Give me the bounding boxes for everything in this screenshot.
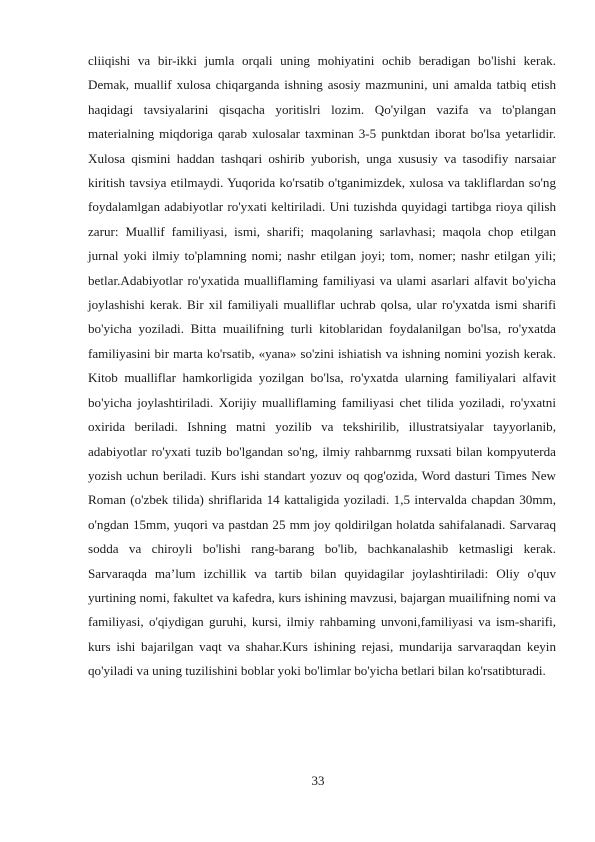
page-number: 33 xyxy=(311,773,325,788)
body-paragraph: cliiqishi va bir-ikki jumla orqali uning mohiyatini ochib beradigan bo'lishi kerak. Demak, muallif xulosa chiqarganda ishning asosiy mazmunini, uni amalda tatbiq etish haqidagi tavsiyalarini qisqacha yoritislri lozim. Qo'yilgan vazifa va to'plangan materialning miqdoriga qarab xulosalar taxminan 3-5 punktdan iborat bo'lsa yetarlidir. Xulosa qismini haddan tashqari oshirib yuborish, unga xususiy va tasodifiy narsaiar kiritish tavsiya etilmaydi. Yuqorida ko'rsatib o'tganimizdek, xulosa va takliflardan so'ng foydalamlgan adabiyotlar ro'yxati keltiriladi. Uni tuzishda quyidagi tartibga rioya qilish zarur: Muallif familiyasi, ismi, sharifi; maqolaning sarlavhasi; maqola chop etilgan jurnal yoki ilmiy to'plamning nomi; nashr etilgan joyi; tom, nomer; nashr etilgan yili; betlar.Adabiyotlar ro'yxatida mualliflaming familiyasi va ulami asarlari alfavit bo'yicha joylashishi kerak. Bir xil familiyali mualliflar uchrab qolsa, ular ro'yxatda ismi sharifi bo'yicha yoziladi. Bitta muailifning turli kitoblaridan foydalanilgan bo'lsa, ro'yxatda familiyasini bir marta ko'rsatib, «yana» so'zini ishiatish va ishning nomini yozish kerak. Kitob mualliflar hamkorligida yozilgan bo'lsa, ro'yxatda ularning familiyalari alfavit bo'yicha joylashtiriladi. Xorijiy mualliflaming familiyasi chet tilida yoziladi, ro'yxatni oxirida beriladi. Ishning matni yozilib va tekshirilib, illustratsiyalar tayyorlanib, adabiyotlar ro'yxati tuzib bo'lgandan so'ng, ilmiy rahbarnmg ruxsati bilan kompyuterda yozish uchun beriladi. Kurs ishi standart yozuv oq qog'ozida, Word dasturi Times New Roman (o'zbek tilida) shriflarida 14 kattaligida yoziladi. 1,5 intervalda chapdan 30mm, o'ngdan 15mm, yuqori va pastdan 25 mm joy qoldirilgan holatda sahifalanadi. Sarvaraq sodda va chiroyli bo'lishi rang-barang bo'lib, bachkanalashib ketmasligi kerak. Sarvaraqda ma’lum izchillik va tartib bilan quyidagilar joylashtiriladi: Oliy o'quv yurtining nomi, fakultet va kafedra, kurs ishining mavzusi, bajargan muailifning nomi va familiyasi, o'qiydigan guruhi, kursi, ilmiy rahbaming unvoni,familiyasi va ism-sharifi, kurs ishi bajarilgan vaqt va shahar.Kurs ishining rejasi, mundarija sarvaraqdan keyin qo'yiladi va uning tuzilishini boblar yoki bo'limlar bo'yicha betlari bilan ko'rsatibturadi. xyxy=(88,53,556,679)
